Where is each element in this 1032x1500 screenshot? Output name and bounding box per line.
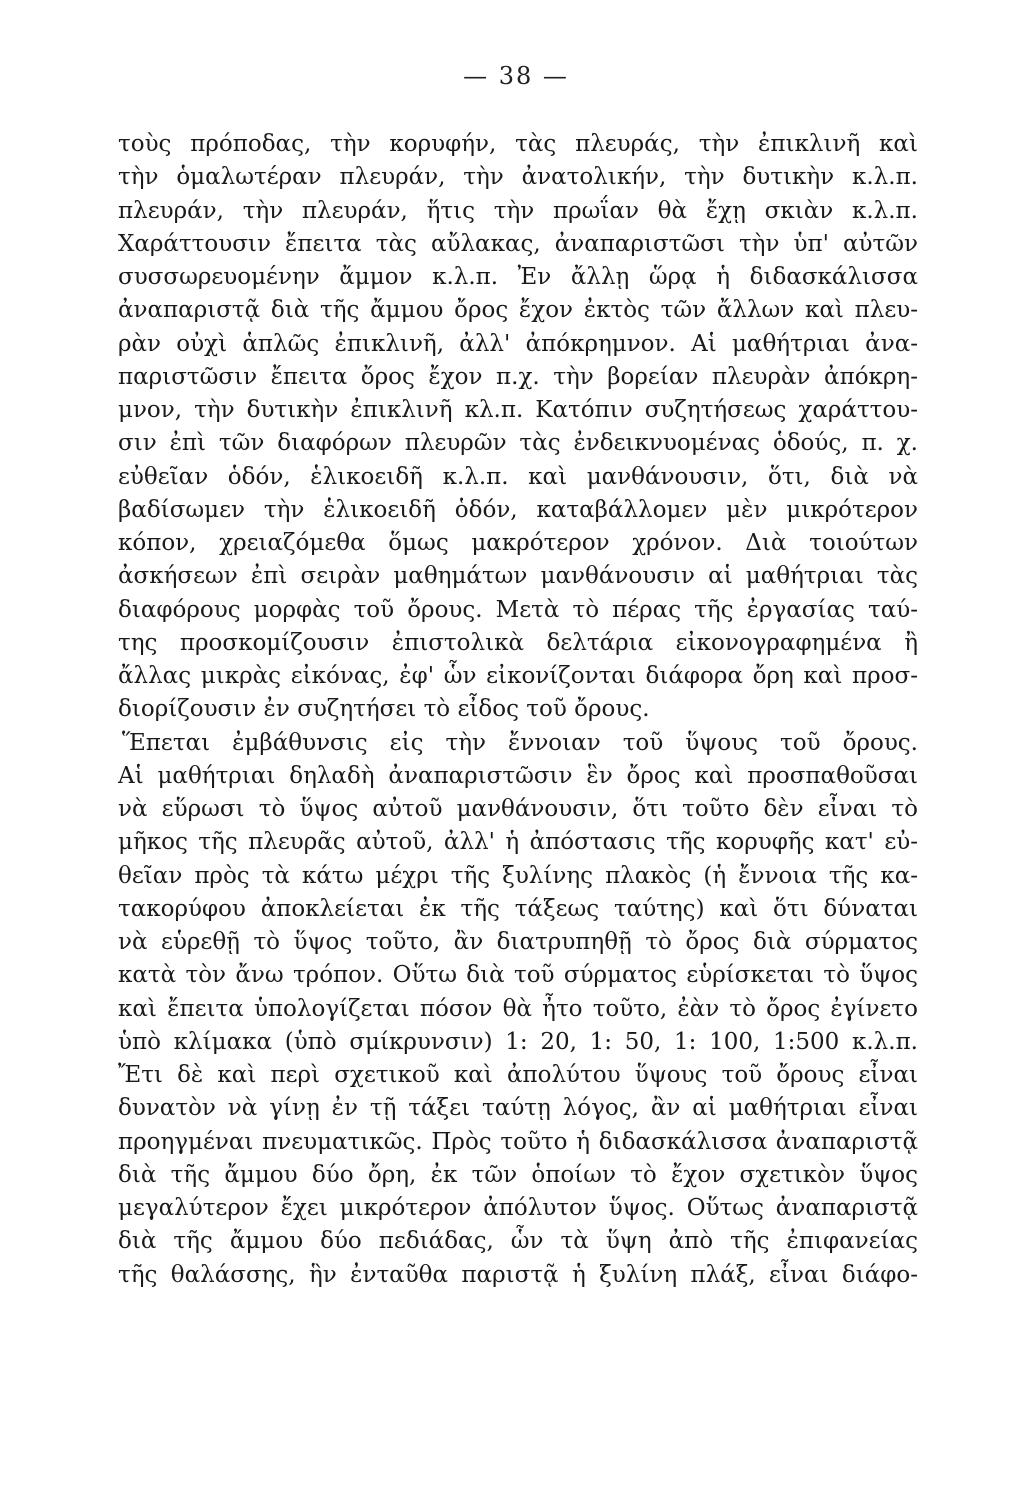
text-line: νὰ εὑρεθῇ τὸ ὕψος τοῦτο, ἂν διατρυπηθῇ τὸ ὄρος διὰ σύρματος xyxy=(118,929,918,955)
text-line: διὰ τῆς ἄμμου δύο ὄρη, ἐκ τῶν ὁποίων τὸ ἔχον σχετικὸν ὕψος xyxy=(118,1161,918,1188)
body-text xyxy=(118,128,918,1292)
text-line: θεῖαν πρὸς τὰ κάτω μέχρι τῆς ξυλίνης πλακὸς (ἡ ἔννοια τῆς κα- xyxy=(118,862,918,889)
text-line: τακορύφου ἀποκλείεται ἐκ τῆς τάξεως ταύτης) καὶ ὅτι δύναται xyxy=(118,895,918,922)
text-line: τῆς θαλάσσης, ἣν ἐνταῦθα παριστᾷ ἡ ξυλίνη πλάξ, εἶναι διάφο- xyxy=(118,1261,918,1288)
text-line: ὑπὸ κλίμακα (ὑπὸ σμίκρυνσιν) 1: 20, 1: 50, 1: 100, 1:500 κ.λ.π. xyxy=(118,1028,918,1055)
text-line: κατὰ τὸν ἄνω τρόπον. Οὕτω διὰ τοῦ σύρματος εὑρίσκεται τὸ ὕψος xyxy=(118,962,918,989)
text-line: κόπον, χρειαζόμεθα ὅμως μακρότερον χρόνον. Διὰ τοιούτων xyxy=(118,530,918,556)
text-line: πλευράν, τὴν πλευράν, ἥτις τὴν πρωΐαν θὰ ἔχῃ σκιὰν κ.λ.π. xyxy=(118,197,918,224)
text-line: της προσκομίζουσιν ἐπιστολικὰ δελτάρια εἰκονογραφημένα ἢ xyxy=(118,629,918,656)
page-number: — 38 — xyxy=(463,62,569,90)
text-line: βαδίσωμεν τὴν ἑλικοειδῆ ὁδόν, καταβάλλομεν μὲν μικρότερον xyxy=(118,496,918,523)
text-line: σιν ἐπὶ τῶν διαφόρων πλευρῶν τὰς ἐνδεικνυομένας ὁδούς, π. χ. xyxy=(118,430,918,457)
text-line: ἀσκήσεων ἐπὶ σειρὰν μαθημάτων μανθάνουσιν αἱ μαθήτριαι τὰς xyxy=(118,563,918,590)
text-line: συσσωρευομένην ἄμμον κ.λ.π. Ἐν ἄλλῃ ὥρᾳ ἡ διδασκάλισσα xyxy=(118,264,918,290)
text-line: τοὺς πρόποδας, τὴν κορυφήν, τὰς πλευράς, τὴν ἐπικλινῆ καὶ xyxy=(118,131,918,157)
text-line: καὶ ἔπειτα ὑπολογίζεται πόσον θὰ ἦτο τοῦτο, ἐὰν τὸ ὄρος ἐγίνετο xyxy=(118,995,918,1022)
text-line: προηγμέναι πνευματικῶς. Πρὸς τοῦτο ἡ διδασκάλισσα ἀναπαριστᾷ xyxy=(118,1128,918,1155)
text-line: εὐθεῖαν ὁδόν, ἑλικοειδῆ κ.λ.π. καὶ μανθάνουσιν, ὅτι, διὰ νὰ xyxy=(118,463,918,490)
text-line: ἄλλας μικρὰς εἰκόνας, ἐφ' ὧν εἰκονίζονται διάφορα ὄρη καὶ προσ- xyxy=(118,663,918,689)
text-line: Αἱ μαθήτριαι δηλαδὴ ἀναπαριστῶσιν ἓν ὄρος καὶ προσπαθοῦσαι xyxy=(118,762,918,789)
text-line: Χαράττουσιν ἔπειτα τὰς αὔλακας, ἀναπαριστῶσι τὴν ὑπ' αὐτῶν xyxy=(118,230,918,257)
text-line: δυνατὸν νὰ γίνῃ ἐν τῇ τάξει ταύτῃ λόγος, ἂν αἱ μαθήτριαι εἶναι xyxy=(118,1095,918,1122)
text-line: παριστῶσιν ἔπειτα ὄρος ἔχον π.χ. τὴν βορείαν πλευρὰν ἀπόκρη- xyxy=(118,363,918,390)
text-line: νὰ εὕρωσι τὸ ὕψος αὐτοῦ μανθάνουσιν, ὅτι τοῦτο δὲν εἶναι τὸ xyxy=(118,796,918,822)
text-line: ρὰν οὐχὶ ἁπλῶς ἐπικλινῆ, ἀλλ' ἀπόκρημνον. Αἱ μαθήτριαι ἀνα- xyxy=(118,330,918,357)
paragraph-end-line: διορίζουσιν ἐν συζητήσει τὸ εἶδος τοῦ ὄρους. xyxy=(118,696,650,723)
text-line: Ἔτι δὲ καὶ περὶ σχετικοῦ καὶ ἀπολύτου ὕψους τοῦ ὄρους εἶναι xyxy=(118,1062,918,1088)
text-line: μῆκος τῆς πλευρᾶς αὐτοῦ, ἀλλ' ἡ ἀπόστασις τῆς κορυφῆς κατ' εὐ- xyxy=(118,829,918,856)
text-line: μνον, τὴν δυτικὴν ἐπικλινῆ κλ.π. Κατόπιν συζητήσεως χαράττου- xyxy=(118,397,918,423)
text-line: διαφόρους μορφὰς τοῦ ὄρους. Μετὰ τὸ πέρας τῆς ἐργασίας ταύ- xyxy=(118,596,918,623)
text-line: τὴν ὁμαλωτέραν πλευράν, τὴν ἀνατολικήν, τὴν δυτικὴν κ.λ.π. xyxy=(118,164,918,191)
paragraph-start-line: Ἕπεται ἐμβάθυνσις εἰς τὴν ἔννοιαν τοῦ ὕψους τοῦ ὄρους. xyxy=(122,729,918,756)
text-line: διὰ τῆς ἄμμου δύο πεδιάδας, ὧν τὰ ὕψη ἀπὸ τῆς ἐπιφανείας xyxy=(118,1228,918,1255)
text-line: ἀναπαριστᾷ διὰ τῆς ἄμμου ὄρος ἔχον ἐκτὸς τῶν ἄλλων καὶ πλευ- xyxy=(118,297,918,324)
text-line: μεγαλύτερον ἔχει μικρότερον ἀπόλυτον ὕψος. Οὕτως ἀναπαριστᾷ xyxy=(118,1195,918,1221)
